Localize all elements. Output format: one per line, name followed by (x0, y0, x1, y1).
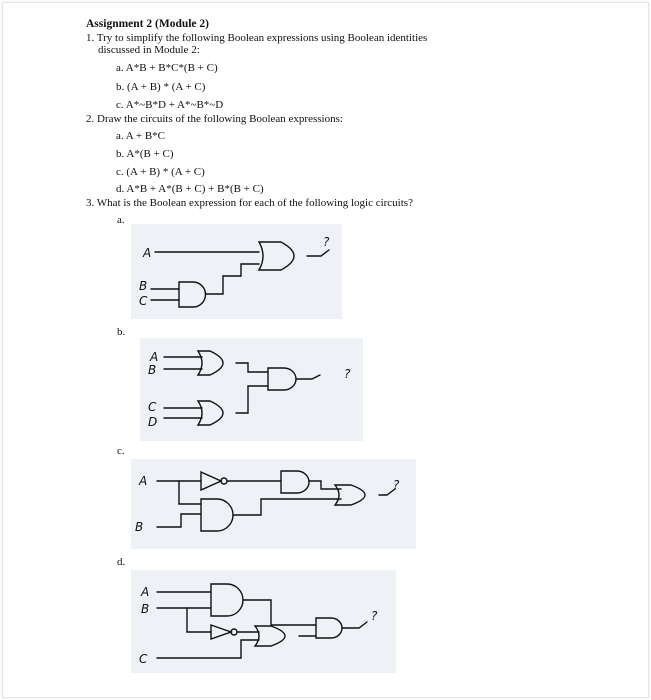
circuit-d-diagram (131, 570, 396, 673)
circuit-d-input-a: A (141, 585, 150, 599)
circuit-c-input-b: B (135, 520, 144, 534)
circuit-b-input-b: B (148, 363, 157, 377)
circuit-a-diagram (131, 224, 342, 319)
circuit-a-label: a. (117, 214, 125, 226)
circuit-b-input-d: D (148, 415, 158, 429)
question-2-item-a: a. A + B*C (116, 130, 165, 142)
circuit-c-diagram (131, 459, 416, 549)
question-1-item-c: c. A*~B*D + A*~B*~D (116, 99, 224, 111)
question-1-text: 1. Try to simplify the following Boolean expressions using Boolean identities (86, 32, 428, 44)
circuit-a-input-b: B (139, 279, 148, 293)
question-2-item-d: d. A*B + A*(B + C) + B*(B + C) (116, 183, 264, 195)
question-2-text: 2. Draw the circuits of the following Boolean expressions: (86, 113, 343, 125)
circuit-b-label: b. (117, 326, 126, 338)
circuit-b-output: ? (344, 367, 351, 381)
circuit-b-input-a: A (150, 350, 159, 364)
circuit-d-input-c: C (139, 652, 148, 666)
circuit-a-output: ? (323, 235, 330, 249)
circuit-d-label: d. (117, 556, 126, 568)
circuit-a-input-a: A (143, 246, 152, 260)
question-1-item-a: a. A*B + B*C*(B + C) (116, 62, 218, 74)
circuit-a-input-c: C (139, 294, 148, 308)
circuit-c-output: ? (393, 478, 400, 492)
circuit-d-output: ? (371, 609, 378, 623)
question-1-text-cont: discussed in Module 2: (98, 44, 200, 56)
circuit-b-input-c: C (148, 400, 157, 414)
circuit-c-label: c. (117, 445, 125, 457)
question-2-item-b: b. A*(B + C) (116, 148, 174, 160)
assignment-title: Assignment 2 (Module 2) (86, 18, 209, 30)
circuit-d-input-b: B (141, 602, 150, 616)
question-1-item-b: b. (A + B) * (A + C) (116, 81, 206, 93)
question-2-item-c: c. (A + B) * (A + C) (116, 166, 205, 178)
question-3-text: 3. What is the Boolean expression for each of the following logic circuits? (86, 197, 413, 209)
circuit-b-diagram (140, 338, 363, 441)
circuit-c-input-a: A (139, 474, 148, 488)
